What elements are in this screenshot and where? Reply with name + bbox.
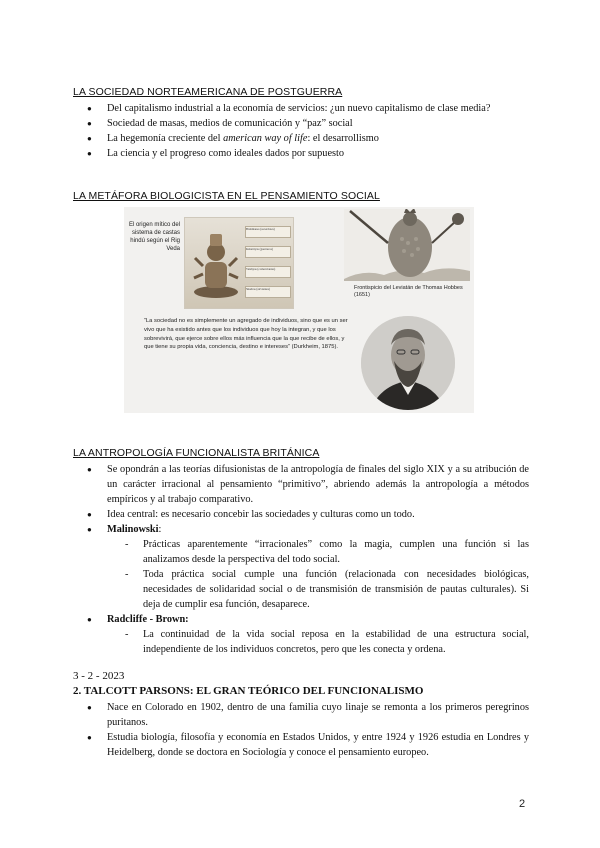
list-item: ● Del capitalismo industrial a la economía de servicios: ¿un nuevo capitalismo de clase media? bbox=[73, 101, 529, 116]
colon: : bbox=[158, 524, 162, 535]
list-item bbox=[73, 131, 529, 146]
statue-caption: El origen mítico del sistema de castas hindú según el Rig Veda bbox=[128, 222, 180, 252]
caste-label: Brahmanes (sacerdotes) bbox=[245, 226, 291, 238]
radcliffe-label: ● Radcliffe - Brown: bbox=[107, 614, 189, 625]
sub-list-item: - La continuidad de la vida social reposa en la estabilidad de una estructura social, independiente de los individuos concretos, pero que les conecta y ordena. bbox=[107, 627, 529, 657]
list-item: ● Se opondrán a las teorías difusionistas de la antropología de finales del siglo XIX y a su atribución de un carácter irracional al pensamiento “primitivo”, abriendo además la antropología a métodos empíricos y al trabajo comparativo. bbox=[73, 462, 529, 507]
italic-term: american way of life bbox=[223, 133, 308, 144]
sub-list-item: - Toda práctica social cumple una función (relacionada con necesidades biológicas, necesidades de solidaridad social o de transmisión de transmisión de pautas culturales). Si deja de cumplir esa función, desaparece. bbox=[107, 567, 529, 612]
list-item: ● Idea central: es necesario concebir las sociedades y culturas como un todo. bbox=[73, 507, 529, 522]
list-item: ● La ciencia y el progreso como ideales dados por supuesto bbox=[73, 146, 529, 161]
list-item-text: La hegemonía creciente del bbox=[107, 133, 224, 144]
durkheim-portrait-image bbox=[360, 315, 456, 411]
bullet-list-postguerra bbox=[73, 101, 529, 161]
durkheim-quote: “La sociedad no es simplemente un agregado de individuos, sino que es un ser vivo que ha existido antes que los individuos que hoy la integran, y que los sobrevivirá, que ejerce sobre ellos más influencia que la que recibe de ellos, y que tiene su propia vida, conciencia, destino e intereses” (Durkheim, 1875). bbox=[144, 318, 348, 351]
bullet-list-parsons bbox=[73, 700, 529, 760]
bullet-list-antropologia bbox=[73, 462, 529, 657]
radcliffe-sublist bbox=[107, 627, 529, 657]
list-item bbox=[73, 522, 529, 612]
leviathan-caption: Frontispicio del Leviatán de Thomas Hobbes (1651) bbox=[354, 285, 463, 298]
list-item-text: Sociedad de masas, medios de comunicación y “paz” social bbox=[107, 118, 353, 129]
section-heading-parsons: 2. TALCOTT PARSONS: EL GRAN TEÓRICO DEL FUNCIONALISMO bbox=[73, 685, 424, 697]
list-item: ● Nace en Colorado en 1902, dentro de una familia cuyo linaje se remonta a los primeros peregrinos puritanos. bbox=[73, 700, 529, 730]
caste-label: Shudras (sirvientes) bbox=[245, 286, 291, 298]
malinowski-label: Malinowski bbox=[107, 524, 159, 535]
section-heading-metafora: LA METÁFORA BIOLOGICISTA EN EL PENSAMIENTO SOCIAL bbox=[73, 190, 380, 202]
list-item bbox=[73, 116, 529, 131]
sub-list-item: - Prácticas aparentemente “irracionales” como la magia, cumplen una función si las analizamos desde la perspectiva del todo social. bbox=[107, 537, 529, 567]
section-heading-antropologia: LA ANTROPOLOGÍA FUNCIONALISTA BRITÁNICA bbox=[73, 447, 320, 459]
date-label: 3 - 2 - 2023 bbox=[73, 670, 125, 682]
biologicist-figure bbox=[124, 207, 474, 413]
hindu-statue-image bbox=[184, 217, 294, 309]
leviathan-engraving-image bbox=[344, 209, 470, 281]
list-item-text: : el desarrollismo bbox=[307, 133, 379, 144]
caste-label: Vaishyas (comerciantes) bbox=[245, 266, 291, 278]
section-heading-postguerra: LA SOCIEDAD NORTEAMERICANA DE POSTGUERRA bbox=[73, 86, 343, 98]
caste-label: Kshatriyas (guerreros) bbox=[245, 246, 291, 258]
list-item bbox=[73, 612, 529, 657]
malinowski-sublist bbox=[107, 537, 529, 612]
page-number: 2 bbox=[519, 798, 526, 810]
statue-icon bbox=[193, 228, 239, 300]
list-item: ● Estudia biología, filosofía y economía en Estados Unidos, y entre 1924 y 1926 estudia en Londres y Heidelberg, donde se doctora en Sociología y conoce el pensamiento europeo. bbox=[73, 730, 529, 760]
